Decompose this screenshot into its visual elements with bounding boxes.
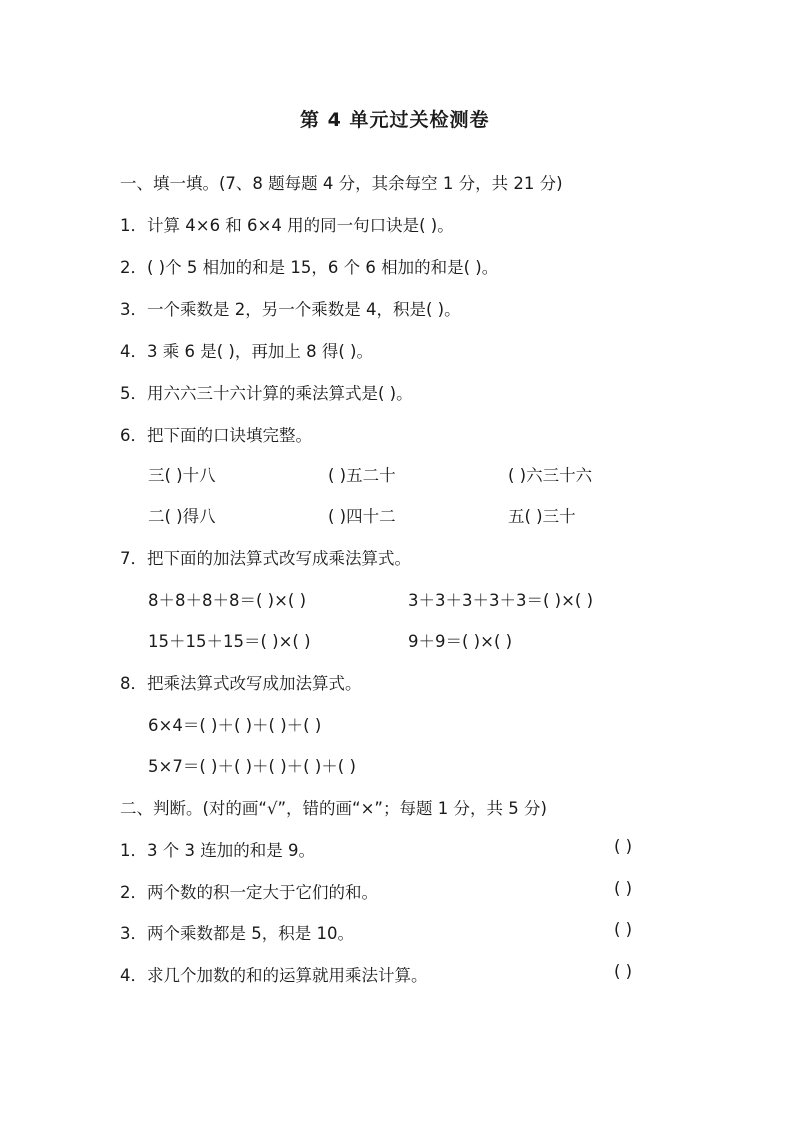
judge-bracket-4: ( ) [614, 962, 633, 981]
q6-verse-2: ( )五二十 [328, 466, 396, 485]
judge-item-3: 3．两个乘数都是 5，积是 10。 [120, 924, 354, 943]
section2-heading: 二、判断。(对的画“√”，错的画“×”；每题 1 分，共 5 分) [120, 799, 547, 818]
question-4: 4．3 乘 6 是( )，再加上 8 得( )。 [120, 342, 373, 361]
question-1: 1．计算 4×6 和 6×4 用的同一句口诀是( )。 [120, 216, 454, 235]
q7-equation-2: 3＋3＋3＋3＋3＝( )×( ) [408, 591, 594, 610]
question-3: 3．一个乘数是 2，另一个乘数是 4，积是( )。 [120, 300, 461, 319]
q7-equation-1: 8＋8＋8＋8＝( )×( ) [148, 591, 307, 610]
judge-bracket-1: ( ) [614, 837, 633, 856]
judge-item-4: 4．求几个加数的和的运算就用乘法计算。 [120, 966, 428, 985]
section1-heading: 一、填一填。(7、8 题每题 4 分，其余每空 1 分，共 21 分) [120, 174, 563, 193]
question-5: 5．用六六三十六计算的乘法算式是( )。 [120, 384, 413, 403]
judge-item-1: 1．3 个 3 连加的和是 9。 [120, 841, 315, 860]
q7-equation-3: 15＋15＋15＝( )×( ) [148, 632, 311, 651]
q6-verse-5: ( )四十二 [328, 507, 396, 526]
q8-equation-1: 6×4＝( )＋( )＋( )＋( ) [148, 716, 322, 735]
question-8-prompt: 8．把乘法算式改写成加法算式。 [120, 674, 362, 693]
q7-equation-4: 9＋9＝( )×( ) [408, 632, 513, 651]
judge-bracket-2: ( ) [614, 879, 633, 898]
q6-verse-1: 三( )十八 [148, 466, 216, 485]
q6-verse-4: 二( )得八 [148, 507, 216, 526]
q6-verse-6: 五( )三十 [508, 507, 576, 526]
question-7-prompt: 7．把下面的加法算式改写成乘法算式。 [120, 549, 411, 568]
page-title: 第 4 单元过关检测卷 [300, 109, 490, 131]
q8-equation-2: 5×7＝( )＋( )＋( )＋( )＋( ) [148, 757, 356, 776]
q6-verse-3: ( )六三十六 [508, 466, 593, 485]
question-2: 2．( )个 5 相加的和是 15，6 个 6 相加的和是( )。 [120, 258, 499, 277]
judge-item-2: 2．两个数的积一定大于它们的和。 [120, 883, 378, 902]
question-6-prompt: 6．把下面的口诀填完整。 [120, 426, 312, 445]
judge-bracket-3: ( ) [614, 920, 633, 939]
